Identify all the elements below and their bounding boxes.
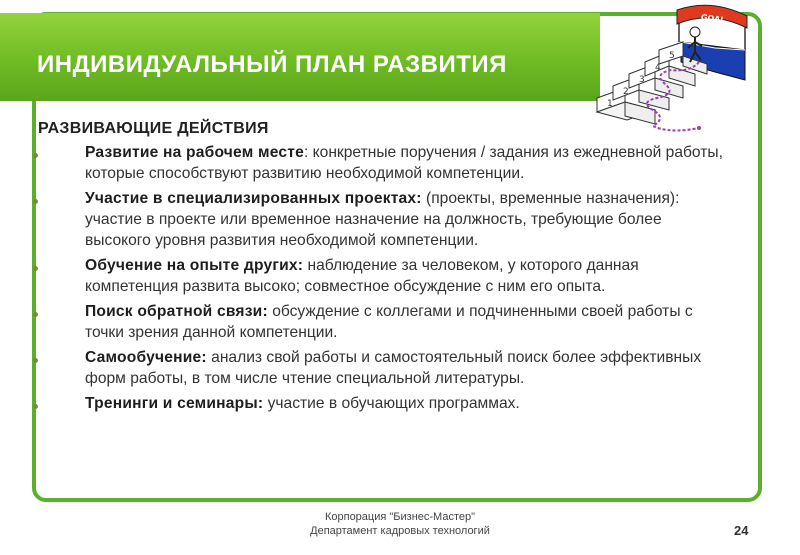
bullet-icon bbox=[33, 199, 38, 204]
item-text: участие в обучающих программах. bbox=[263, 395, 520, 412]
title-banner bbox=[0, 13, 600, 101]
list-item bbox=[33, 393, 723, 414]
list-item bbox=[33, 188, 723, 251]
item-heading: Обучение на опыте других: bbox=[85, 257, 304, 274]
footer-company: Корпорация "Бизнес-Мастер" bbox=[324, 511, 476, 523]
list-item bbox=[33, 347, 723, 389]
bullet-icon bbox=[33, 312, 38, 317]
step-number-5: 5 bbox=[669, 51, 675, 61]
item-heading: Поиск обратной связи: bbox=[85, 303, 268, 320]
step-number-4: 4 bbox=[655, 63, 661, 73]
footer-organization bbox=[250, 510, 550, 538]
step-number-3: 3 bbox=[639, 75, 645, 85]
footer-department: Департамент кадровых технологий bbox=[310, 525, 490, 537]
goal-sign-text: GOAL bbox=[700, 12, 726, 25]
list-item bbox=[33, 255, 723, 297]
step-number-1: 1 bbox=[607, 99, 613, 109]
item-heading: Развитие на рабочем месте bbox=[85, 144, 304, 161]
item-text: наблюдение за человеком, у которого данная компетенция развита высоко; совместное обсуждение с ним его опыта. bbox=[85, 257, 639, 295]
item-heading: Участие в специализированных проектах: bbox=[85, 190, 422, 207]
item-text: анализ свой работы и самостоятельный поиск более эффективных форм работы, в том числе чтение специальной литературы. bbox=[85, 349, 702, 387]
item-text: : конкретные поручения / задания из ежедневной работы, которые способствуют развитию необходимой компетенции. bbox=[85, 144, 723, 182]
item-heading: Самообучение: bbox=[85, 349, 207, 366]
bullet-icon bbox=[33, 266, 38, 271]
stairs-to-goal-illustration bbox=[595, 2, 755, 142]
slide-title: ИНДИВИДУАЛЬНЫЙ ПЛАН РАЗВИТИЯ bbox=[37, 51, 507, 78]
item-text: (проекты, временные назначения): участие в проекте или временное назначение на должность, требующие более высокого уровня развития необходимой компетенции. bbox=[85, 190, 680, 249]
development-actions-list bbox=[33, 142, 723, 418]
section-title: РАЗВИВАЮЩИЕ ДЕЙСТВИЯ bbox=[38, 120, 269, 137]
step-number-2: 2 bbox=[623, 87, 629, 97]
item-heading: Тренинги и семинары: bbox=[85, 395, 264, 412]
bullet-icon bbox=[33, 404, 38, 409]
list-item bbox=[33, 142, 723, 184]
bullet-icon bbox=[33, 153, 38, 158]
list-item bbox=[33, 301, 723, 343]
bullet-icon bbox=[33, 358, 38, 363]
item-text: обсуждение с коллегами и подчиненными своей работы с точки зрения данной компетенции. bbox=[85, 303, 693, 341]
page-number: 24 bbox=[734, 523, 749, 538]
